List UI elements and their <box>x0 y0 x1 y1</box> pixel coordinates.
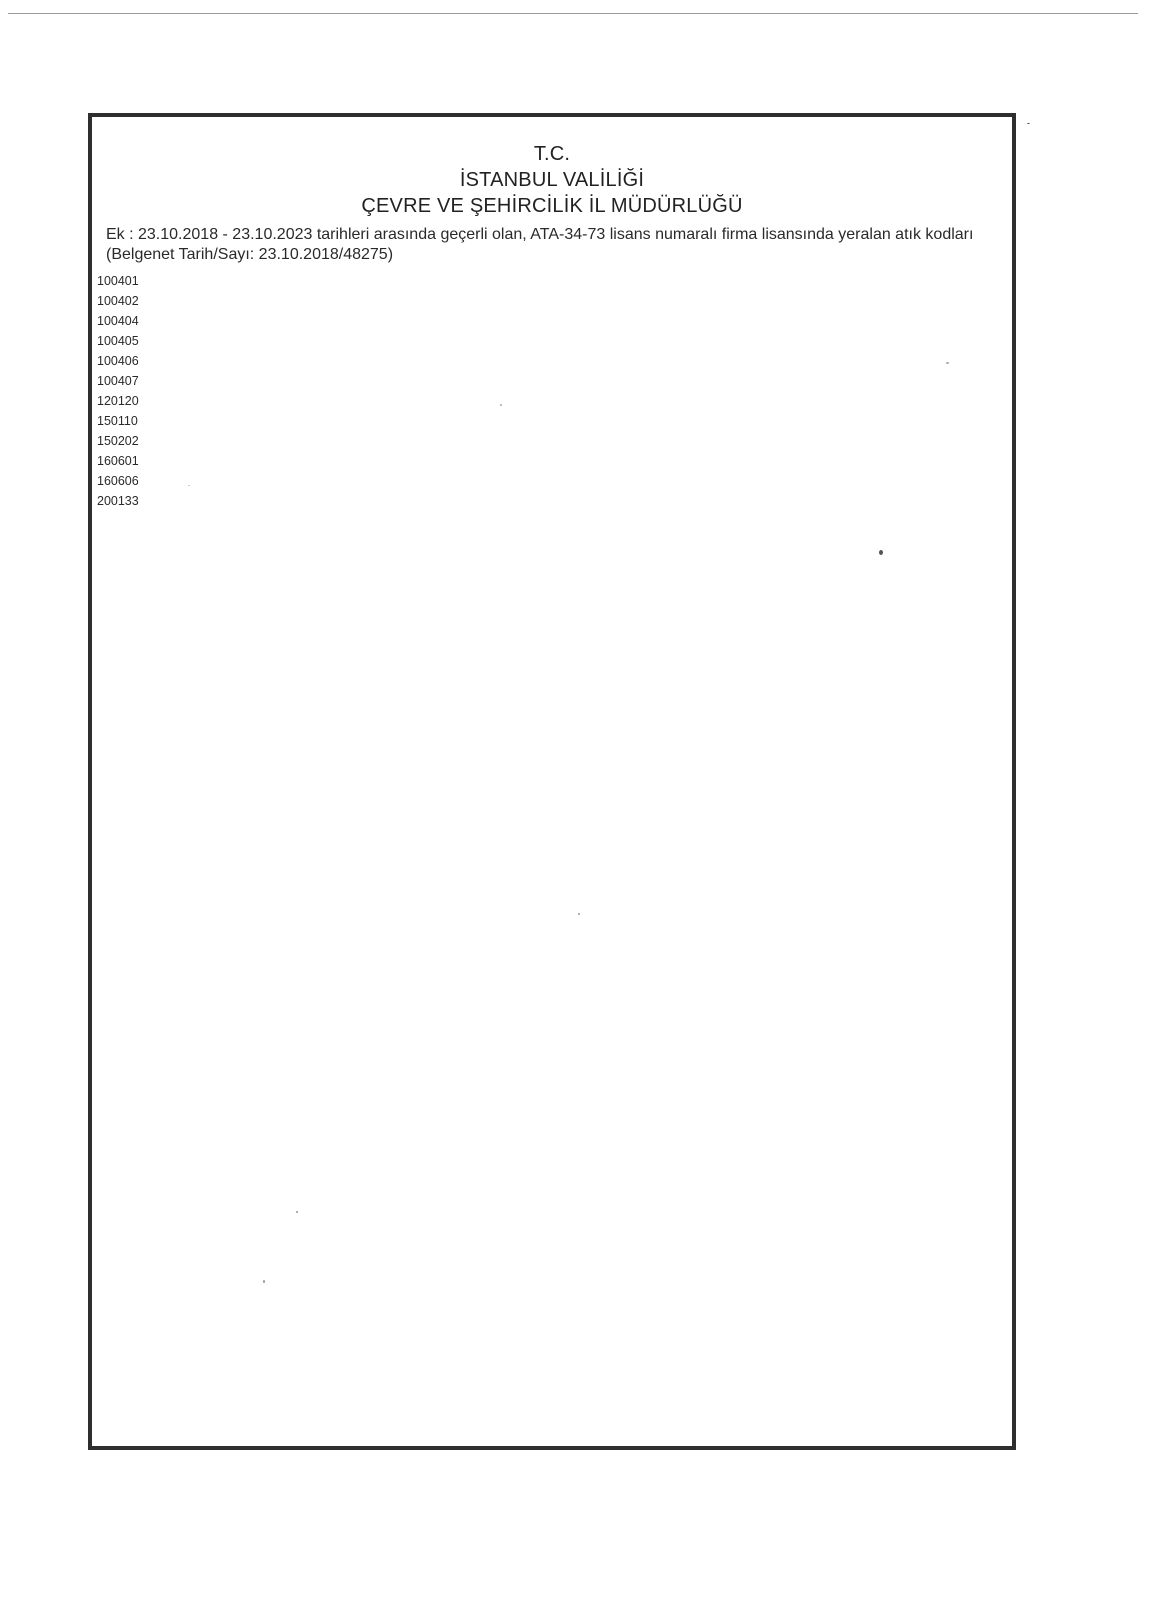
top-rule <box>8 13 1138 14</box>
waste-code: 200133 <box>97 494 139 508</box>
waste-code: 120120 <box>97 394 139 408</box>
waste-code: 150110 <box>97 414 138 428</box>
document-header <box>92 141 1012 219</box>
scan-speck <box>879 550 883 555</box>
header-line-tc: T.C. <box>533 143 571 165</box>
scan-speck <box>946 362 949 364</box>
waste-code: 100407 <box>97 374 139 388</box>
scan-speck <box>1027 123 1030 124</box>
waste-code: 160606 <box>97 474 139 488</box>
waste-code: 100401 <box>97 274 139 288</box>
annex-text: Ek : 23.10.2018 - 23.10.2023 tarihleri arasında geçerli olan, ATA-34-73 lisans numaralı firma lisansında yeralan atık kodları (Belgenet Tarih/Sayı: 23.10.2018/48275) <box>106 226 974 263</box>
waste-code: 100402 <box>97 294 139 308</box>
scan-speck <box>296 1211 298 1213</box>
waste-code: 160601 <box>97 454 139 468</box>
scan-speck <box>500 404 502 406</box>
waste-code-list <box>97 271 139 511</box>
waste-code: 150202 <box>97 434 139 448</box>
header-line-governorship: İSTANBUL VALİLİĞİ <box>459 169 645 191</box>
scan-speck <box>188 485 190 486</box>
scan-speck <box>263 1280 265 1283</box>
header-line-directorate: ÇEVRE VE ŞEHİRCİLİK İL MÜDÜRLÜĞÜ <box>361 195 743 217</box>
waste-code: 100404 <box>97 314 139 328</box>
document-frame <box>88 113 1016 1450</box>
waste-code: 100405 <box>97 334 139 348</box>
scan-speck <box>578 913 580 915</box>
waste-code: 100406 <box>97 354 139 368</box>
